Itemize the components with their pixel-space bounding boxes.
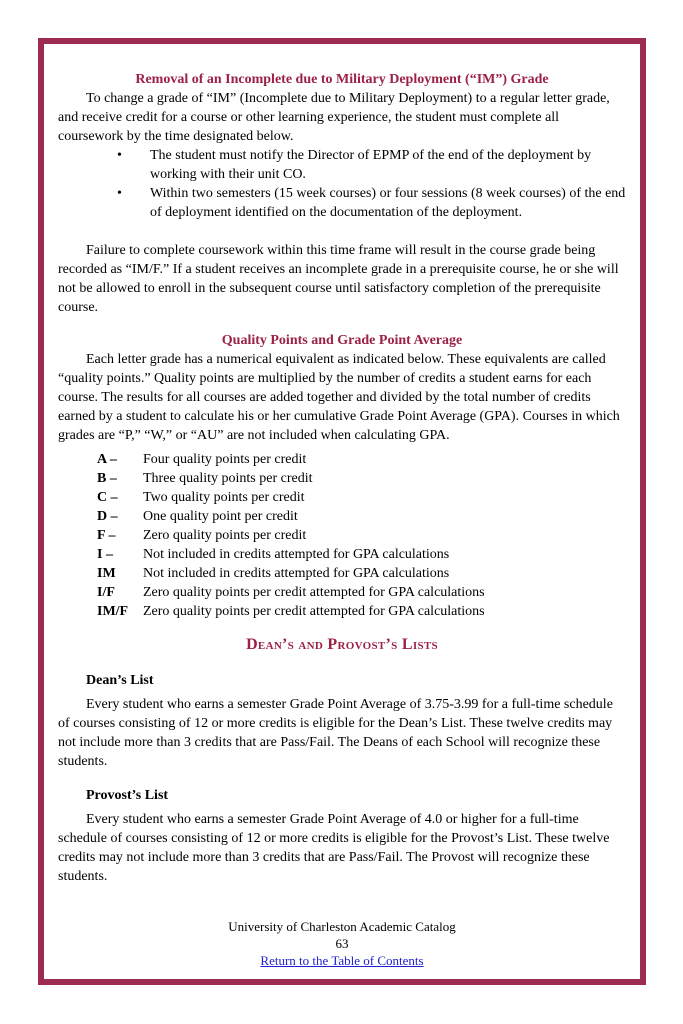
page-border-frame [38, 38, 646, 985]
table-row [97, 507, 626, 526]
section-heading-removal-im: Removal of an Incomplete due to Military Deployment (“IM”) Grade [135, 72, 549, 87]
table-row [97, 450, 626, 469]
table-row [97, 583, 626, 602]
table-row [97, 564, 626, 583]
removal-bullet-list [117, 146, 626, 222]
bullet-item-text: Within two semesters (15 week courses) or four sessions (8 week courses) of the end of deployment identified on the documentation of the deployment. [150, 186, 626, 220]
grade-description: One quality point per credit [143, 509, 298, 524]
page-footer [58, 918, 626, 971]
removal-intro-paragraph: To change a grade of “IM” (Incomplete due to Military Deployment) to a regular letter grade, and receive credit for a course or other learning experience, the student must complete all coursework by the time designated below. [58, 91, 610, 144]
table-row [97, 545, 626, 564]
table-row [97, 469, 626, 488]
grade-quality-points-list [97, 450, 626, 621]
list-item [117, 146, 626, 184]
deans-list-paragraph: Every student who earns a semester Grade Point Average of 3.75-3.99 for a full-time schedule of courses consisting of 12 or more credits is eligible for the Dean’s List. These twelve credits may not include more than 3 credits that are Pass/Fail. The Deans of each School will recognize these students. [58, 697, 613, 769]
quality-points-paragraph: Each letter grade has a numerical equivalent as indicated below. These equivalents are called “quality points.” Quality points are multiplied by the number of credits a student earns for each course. The results for all courses are added together and divided by the total number of credits earned by a student to calculate his or her cumulative Grade Point Average (GPA). Courses in which grades are “P,” “W,” or “AU” are not included when calculating GPA. [58, 352, 620, 443]
grade-term: I/F [97, 585, 115, 600]
grade-term: IM [97, 566, 116, 581]
return-to-toc-link[interactable]: Return to the Table of Contents [260, 953, 424, 968]
list-item [117, 184, 626, 222]
grade-term: IM/F [97, 604, 129, 619]
grade-term: D – [97, 509, 118, 524]
grade-term: A – [97, 452, 117, 467]
footer-catalog-title: University of Charleston Academic Catalog [228, 919, 456, 934]
removal-failure-paragraph: Failure to complete coursework within this time frame will result in the course grade being recorded as “IM/F.” If a student receives an incomplete grade in a prerequisite course, he or she will not be allowed to enroll in the subsequent course until satisfactory completion of the prerequisite course. [58, 243, 619, 315]
table-row [97, 602, 626, 621]
page-content [44, 44, 640, 979]
grade-description: Not included in credits attempted for GPA calculations [143, 547, 450, 562]
table-row [97, 526, 626, 545]
provosts-list-paragraph: Every student who earns a semester Grade Point Average of 4.0 or higher for a full-time schedule of courses consisting of 12 or more credits is eligible for the Provost’s List. These twelve credits may not include more than 3 credits that are Pass/Fail. The Provost will recognize these students. [58, 812, 610, 884]
grade-description: Three quality points per credit [143, 471, 313, 486]
grade-term: B – [97, 471, 117, 486]
section-heading-quality-points: Quality Points and Grade Point Average [221, 333, 463, 348]
bullet-icon: • [117, 186, 122, 201]
grade-description: Two quality points per credit [143, 490, 305, 505]
section-heading-deans-provosts-lists: Dean’s and Provost’s Lists [246, 636, 438, 653]
table-row [97, 488, 626, 507]
grade-description: Zero quality points per credit [143, 528, 307, 543]
grade-term: I – [97, 547, 113, 562]
grade-term: F – [97, 528, 116, 543]
grade-description: Four quality points per credit [143, 452, 307, 467]
flex-spacer [58, 886, 626, 918]
bullet-item-text: The student must notify the Director of EPMP of the end of the deployment by working with their unit CO. [150, 148, 592, 182]
deans-list-subheading: Dean’s List [86, 673, 154, 688]
grade-term: C – [97, 490, 118, 505]
grade-description: Not included in credits attempted for GPA calculations [143, 566, 450, 581]
page-number: 63 [335, 936, 349, 951]
grade-description: Zero quality points per credit attempted for GPA calculations [143, 585, 485, 600]
bullet-icon: • [117, 148, 122, 163]
provosts-list-subheading: Provost’s List [86, 788, 169, 803]
grade-description: Zero quality points per credit attempted for GPA calculations [143, 604, 485, 619]
